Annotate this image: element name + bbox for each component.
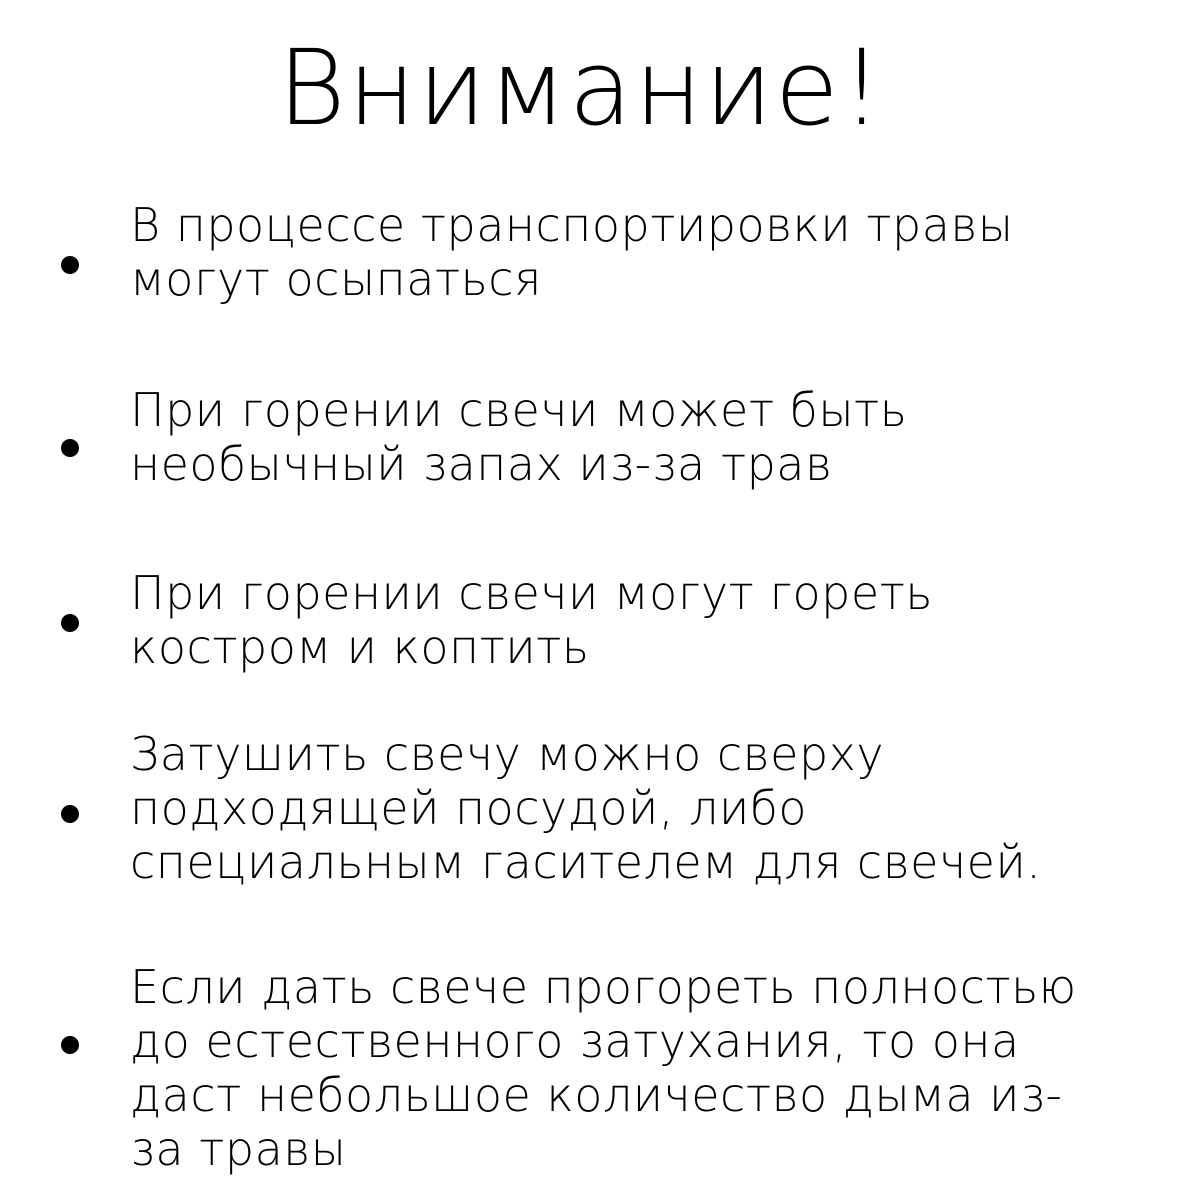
list-item-text: При горении свечи могут гореть костром и коптить [130,566,934,674]
bullet-icon [61,805,79,823]
list-item-text: При горении свечи может быть необычный запах из-за трав [130,383,908,491]
list-item-text: Если дать свече прогореть полностью до естественного затухания, то она даст небольшое количество дыма из- за травы [130,960,1077,1176]
bullet-icon [61,1036,79,1054]
list-item-text: Затушить свечу можно сверху подходящей посудой, либо специальным гасителем для свечей. [130,727,1042,889]
list-item-text: В процессе транспортировки травы могут осыпаться [130,198,1014,306]
page-title: Внимание! [277,27,885,149]
bullet-icon [61,614,79,632]
bullet-icon [61,256,79,274]
bullet-icon [61,439,79,457]
